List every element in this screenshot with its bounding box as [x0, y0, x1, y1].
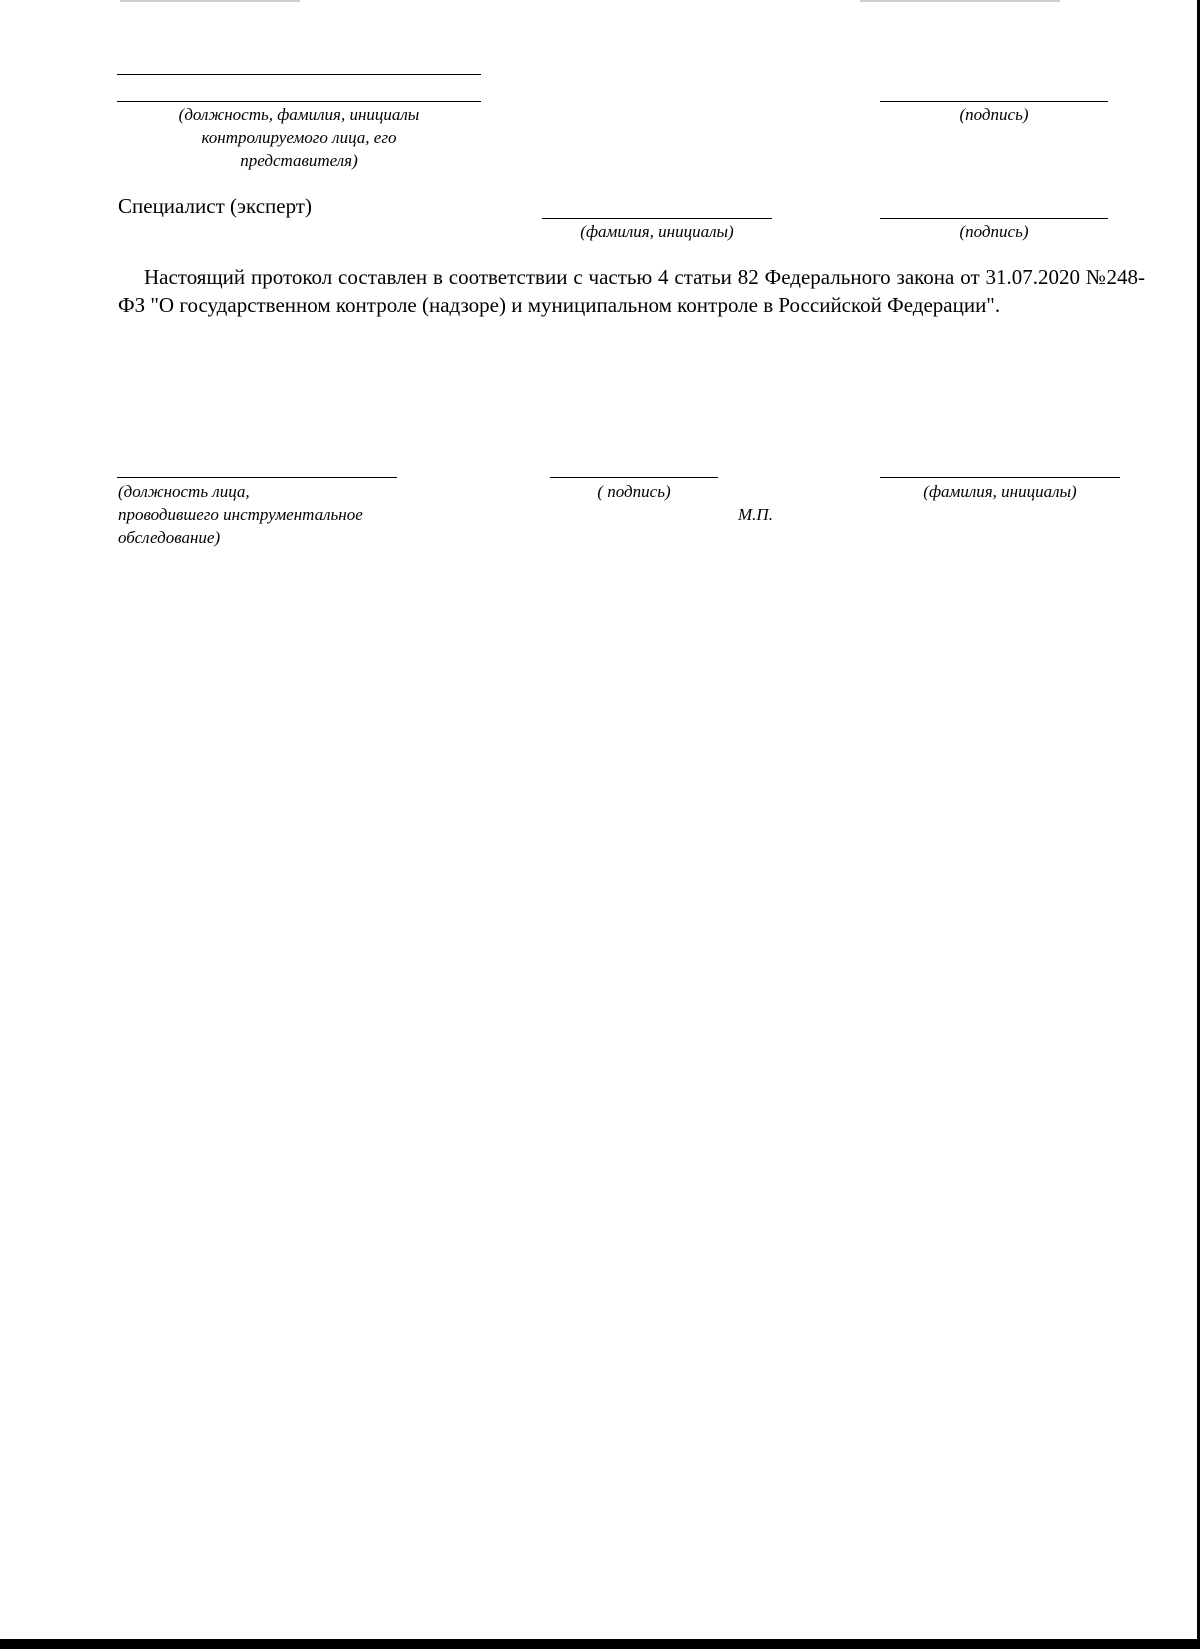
- examiner-name-caption: (фамилия, инициалы): [923, 482, 1077, 501]
- specialist-label: Специалист (эксперт): [118, 194, 312, 218]
- examiner-signature-line: [550, 477, 718, 478]
- representative-signature-line: [880, 101, 1108, 102]
- examiner-position-caption-line-1: (должность лица,: [118, 482, 250, 501]
- stamp-place-mark: М.П.: [738, 505, 773, 524]
- representative-caption-line-3: представителя): [240, 151, 358, 170]
- examiner-name-line: [880, 477, 1120, 478]
- specialist-name-line: [542, 218, 772, 219]
- examiner-signature-caption: ( подпись): [597, 482, 671, 501]
- representative-caption-line-1: (должность, фамилия, инициалы: [178, 105, 420, 124]
- specialist-signature-caption: (подпись): [959, 222, 1029, 241]
- examiner-position-caption-line-3: обследование): [118, 528, 221, 547]
- examiner-position-caption-line-2: проводившего инструментальное: [118, 505, 363, 524]
- representative-signature-caption: (подпись): [959, 105, 1029, 124]
- representative-caption-line-2: контролируемого лица, его: [201, 128, 397, 147]
- specialist-name-caption: (фамилия, инициалы): [580, 222, 734, 241]
- statement-paragraph: Настоящий протокол составлен в соответствии с частью 4 статьи 82 Федерального закона от 31.07.2020 №248-ФЗ "О государственном контроле (надзоре) и муниципальном контроле в Российской Федерации".: [118, 265, 1145, 317]
- scan-artifact-top-right: [860, 0, 1060, 2]
- specialist-signature-line: [880, 218, 1108, 219]
- representative-blank-line-1: [117, 74, 481, 75]
- representative-blank-line-2: [117, 101, 481, 102]
- examiner-position-line: [117, 477, 397, 478]
- scan-artifact-top-left: [120, 0, 300, 2]
- scan-border-bottom: [0, 1639, 1200, 1649]
